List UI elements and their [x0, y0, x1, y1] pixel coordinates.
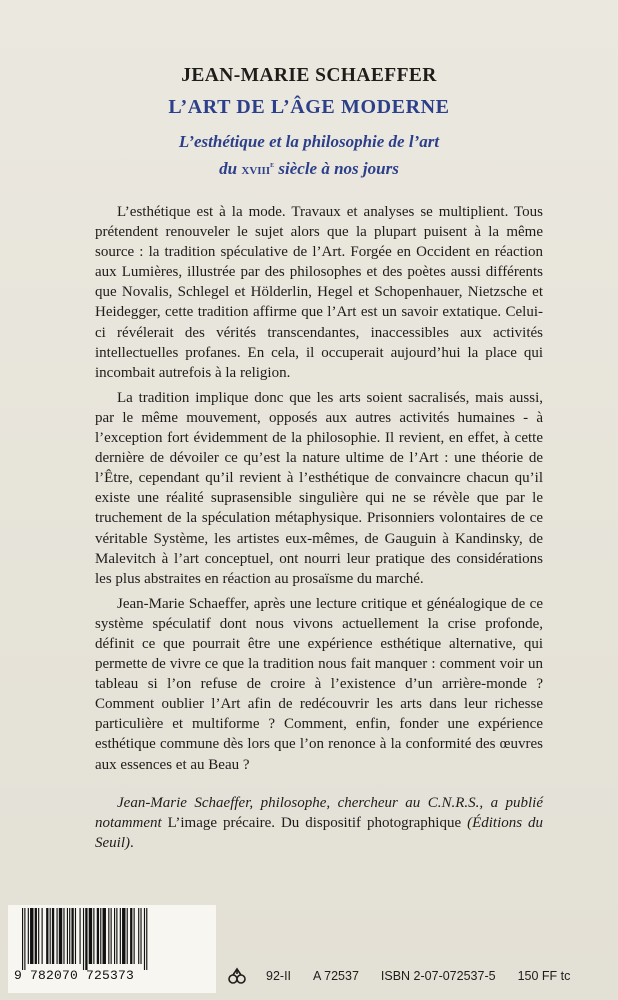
barcode-bar [103, 908, 106, 964]
bio-publisher: (Éditions du Seuil) [95, 814, 544, 851]
barcode-bar [24, 908, 25, 970]
barcode-bar [144, 908, 145, 970]
barcode-bar [38, 908, 39, 964]
barcode-bar [114, 908, 115, 964]
barcode-bars [22, 908, 204, 970]
price: 150 FF tc [517, 969, 571, 983]
barcode-bar [59, 908, 62, 964]
barcode-bar [30, 908, 33, 964]
barcode-bar [57, 908, 58, 964]
publication-info [226, 966, 611, 986]
blurb-paragraph-3: Jean-Marie Schaeffer, après une lecture critique et généalogique de ce système spéculatif dont nous vivons actuellement la crise profonde, définit ce que pourrait être une expérience esthétique alternative, qui permette de vivre ce que la tradition nous fait manquer : comment voir un tableau si l’on refuse de croire à l’existence d’un arrière-monde ? Comment oublier l’Art afin de redécouvrir les arts dans leur richesse particulière et multiforme ? Comment, enfin, fonder une expérience esthétique commune dès lors que l’on renonce à la conformité des œuvres aux essences et au Beau ? [95, 595, 543, 773]
subtitle-century [241, 159, 275, 178]
barcode-bar [89, 908, 92, 964]
blurb-paragraph-2: La tradition implique donc que les arts soient sacralisés, mais aussi, par le même mouvement, opposés aux autres activités humaines - à l’exception fort évidemment de la philosophie. Il revient, en effet, à cette dernière de dévoiler ce qu’est la nature ultime de l’Art : une théorie de l’Être, cependant qu’il revient à l’esthétique de convaincre chacun qu’il existe une réalité suprasensible singulière qui ne se révèle que par le truchement de la spéculation métaphysique. Prisonniers volontaires de ce véritable Système, les artistes eux-mêmes, de Gauguin à Kandinsky, de Malevitch à l’art conceptuel, ont nourri leur pratique des considérations les plus abstraites en réaction au prosaïsme du marché. [95, 389, 543, 587]
isbn-number: ISBN 2-07-072537-5 [380, 969, 496, 983]
barcode-bar [127, 908, 128, 964]
barcode-bar [22, 908, 23, 970]
barcode-bar [52, 908, 54, 964]
barcode-bar [130, 908, 132, 964]
century-suffix: e [270, 159, 275, 169]
barcode-bar [67, 908, 68, 964]
author-bio [95, 793, 543, 853]
barcode-bar [97, 908, 99, 964]
subtitle-du: du [219, 159, 238, 178]
barcode-bar [116, 908, 117, 964]
barcode-bar [122, 908, 125, 964]
barcode-bar [111, 908, 112, 964]
barcode-bar [83, 908, 84, 970]
blurb-paragraph-1: L’esthétique est à la mode. Travaux et analyses se multiplient. Tous prétendent renouveler le sujet alors que la plupart puisent à la même source : la tradition spéculative de l’Art. Forgée en Occident en réaction aux Lumières, illustrée par des philosophes et des poètes aussi différents que Novalis, Schlegel et Hölderlin, Hegel et Schopenhauer, Nietzsche et Heidegger, cette tradition affirme que l’Art est un savoir extatique. Celui-ci révélerait des vérités transcendantes, inaccessibles aux activités intellectuelles profanes. En cela, il occuperait aujourd’hui la place qui incombait autrefois à la religion. [95, 204, 543, 381]
author-name: JEAN-MARIE SCHAEFFER [181, 65, 437, 86]
barcode-bar [71, 908, 73, 964]
barcode-bar [140, 908, 141, 964]
barcode-bar [75, 908, 76, 964]
barcode-bar [63, 908, 64, 964]
barcode-bar [85, 908, 87, 970]
barcode-bar [93, 908, 94, 964]
barcode-bar [138, 908, 139, 964]
barcode-bar [28, 908, 29, 964]
book-subtitle [0, 131, 618, 181]
barcode-bar [69, 908, 70, 964]
barcode-bar [80, 908, 81, 964]
barcode-bar [108, 908, 109, 964]
seuil-logo-icon [226, 967, 248, 985]
barcode-bar [100, 908, 101, 964]
subtitle-line-2 [0, 153, 618, 181]
subtitle-rest: siècle à nos jours [278, 159, 399, 178]
barcode-digits: 9 782070 725373 [14, 968, 135, 983]
bio-italic: Jean-Marie Schaeffer, philosophe, chercheur au C.N.R.S., a publié notamment [95, 794, 543, 831]
barcode-bar [146, 908, 147, 970]
bio-book-title: L’image précaire. Du dispositif photographique [167, 814, 462, 831]
isbn-barcode [8, 905, 216, 993]
barcode-bar [35, 908, 37, 964]
barcode-bar [120, 908, 121, 964]
barcode-bar [50, 908, 51, 964]
bio-period: . [130, 834, 134, 851]
barcode-bar [42, 908, 43, 964]
cover-header [0, 64, 618, 181]
century-numeral: xviii [241, 162, 271, 178]
code-a72537: A 72537 [313, 969, 359, 983]
subtitle-line-1: L’esthétique et la philosophie de l’art [178, 132, 440, 151]
barcode-bar [134, 908, 135, 964]
book-title: L’ART DE L’ÂGE MODERNE [168, 96, 450, 118]
blurb-text [95, 202, 543, 858]
code-92-ii: 92-II [266, 969, 292, 983]
barcode-bar [46, 908, 48, 964]
